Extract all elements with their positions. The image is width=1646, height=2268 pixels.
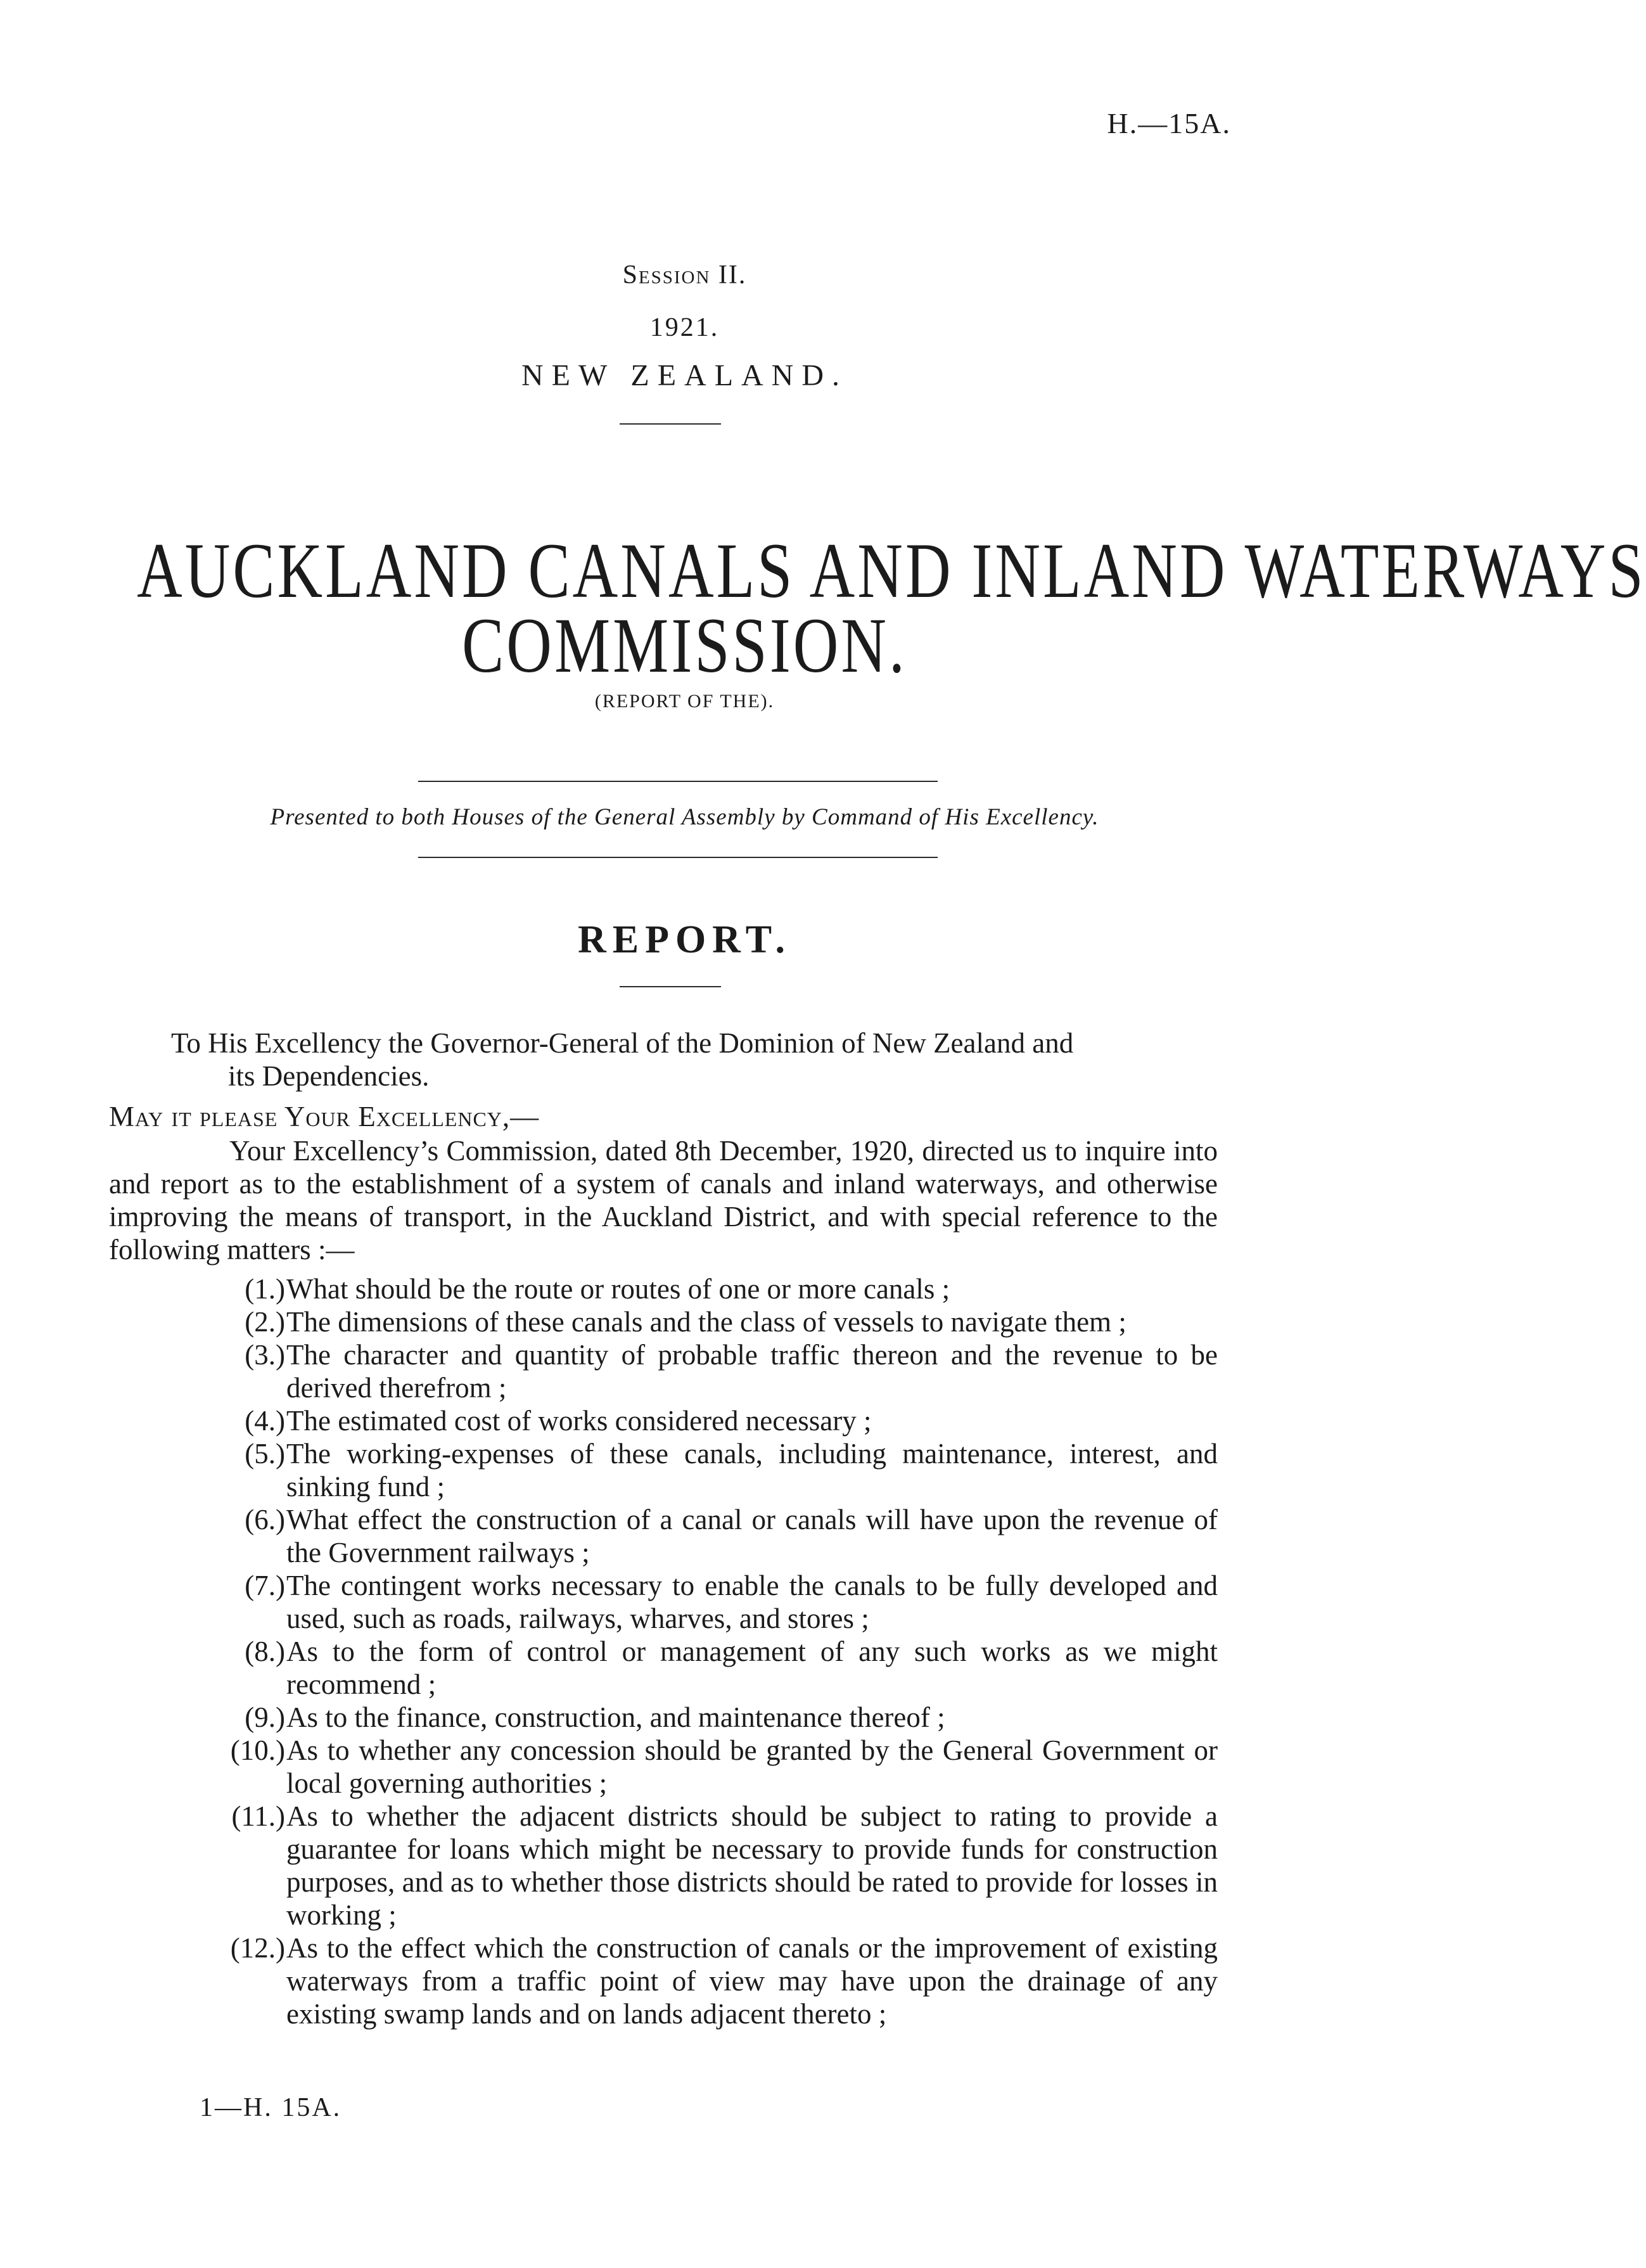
divider-above-presented (418, 781, 938, 782)
addressee-line2: its Dependencies. (228, 1060, 430, 1092)
divider-below-report (620, 986, 721, 987)
matter-text: The working-expenses of these canals, including maintenance, interest, and sinking fund ; (286, 1438, 1218, 1502)
document-subtitle: (REPORT OF THE). (594, 691, 775, 712)
matter-number: (5.) (245, 1438, 285, 1470)
country-label: NEW ZEALAND. (521, 359, 848, 392)
matter-item (190, 1635, 1218, 1701)
addressee (171, 1027, 1216, 1092)
matters-list (190, 1272, 1218, 2030)
page-reference: H.—15A. (1107, 107, 1231, 139)
matter-item (190, 1701, 1218, 1734)
matter-text: As to the finance, construction, and maintenance thereof ; (286, 1701, 945, 1733)
matter-item (190, 1404, 1218, 1437)
matter-text: The character and quantity of probable traffic thereon and the revenue to be derived therefrom ; (286, 1339, 1218, 1404)
matter-number: (8.) (245, 1636, 285, 1667)
document-title-line1: AUCKLAND CANALS AND INLAND WATERWAYS (137, 527, 1646, 614)
report-heading: REPORT. (577, 918, 792, 961)
matter-number: (7.) (245, 1570, 285, 1601)
matter-item (190, 1338, 1218, 1404)
matter-text: As to the effect which the construction of canals or the improvement of existing waterways from a traffic point of view may have upon the drainage of any existing swamp lands and on lands adjacent thereto ; (286, 1932, 1218, 2030)
footer-reference: 1—H. 15A. (200, 2093, 342, 2122)
divider-short-top (620, 423, 721, 425)
matter-number: (11.) (231, 1800, 285, 1832)
matter-number: (3.) (245, 1339, 285, 1371)
matter-text: What should be the route or routes of one or more canals ; (286, 1273, 950, 1305)
matter-number: (12.) (230, 1932, 285, 1964)
matter-item (190, 1272, 1218, 1305)
salutation: May it please Your Excellency,— (109, 1101, 540, 1132)
matter-text: The estimated cost of works considered necessary ; (286, 1405, 872, 1437)
matter-text: As to whether the adjacent districts should be subject to rating to provide a guarantee for loans which might be necessary to provide funds for construction purposes, and as to whether those districts should be rated to provide for losses in working ; (286, 1800, 1218, 1931)
intro-paragraph: Your Excellency’s Commission, dated 8th December, 1920, directed us to inquire into and report as to the establishment of a system of canals and inland waterways, and otherwise improving the means of transport, in the Auckland District, and with special reference to the following matters :— (109, 1135, 1218, 1265)
year-label: 1921. (649, 313, 720, 342)
matter-text: The contingent works necessary to enable the canals to be fully developed and used, such as roads, railways, wharves, and stores ; (286, 1570, 1218, 1634)
addressee-line1: To His Excellency the Governor-General of the Dominion of New Zealand and (171, 1027, 1074, 1059)
matter-text: As to the form of control or management of any such works as we might recommend ; (286, 1636, 1218, 1700)
matter-number: (6.) (245, 1504, 285, 1535)
session-label: Session II. (622, 260, 747, 290)
matter-item (190, 1569, 1218, 1635)
presented-statement: Presented to both Houses of the General Assembly by Command of His Excellency. (270, 804, 1099, 830)
matter-item (190, 1305, 1218, 1338)
matter-number: (2.) (245, 1306, 285, 1338)
divider-below-presented (418, 857, 938, 858)
matter-item (190, 1734, 1218, 1800)
matter-number: (9.) (245, 1701, 285, 1733)
matter-item (190, 1932, 1218, 2030)
matter-text: What effect the construction of a canal or canals will have upon the revenue of the Government railways ; (286, 1504, 1218, 1568)
matter-number: (10.) (230, 1734, 285, 1766)
matter-item (190, 1437, 1218, 1503)
matter-text: As to whether any concession should be granted by the General Government or local governing authorities ; (286, 1734, 1218, 1799)
matter-text: The dimensions of these canals and the class of vessels to navigate them ; (286, 1306, 1126, 1338)
matter-number: (1.) (245, 1273, 285, 1305)
matter-item (190, 1800, 1218, 1932)
matter-number: (4.) (245, 1405, 285, 1437)
matter-item (190, 1503, 1218, 1569)
document-title-line2: COMMISSION. (462, 602, 907, 689)
